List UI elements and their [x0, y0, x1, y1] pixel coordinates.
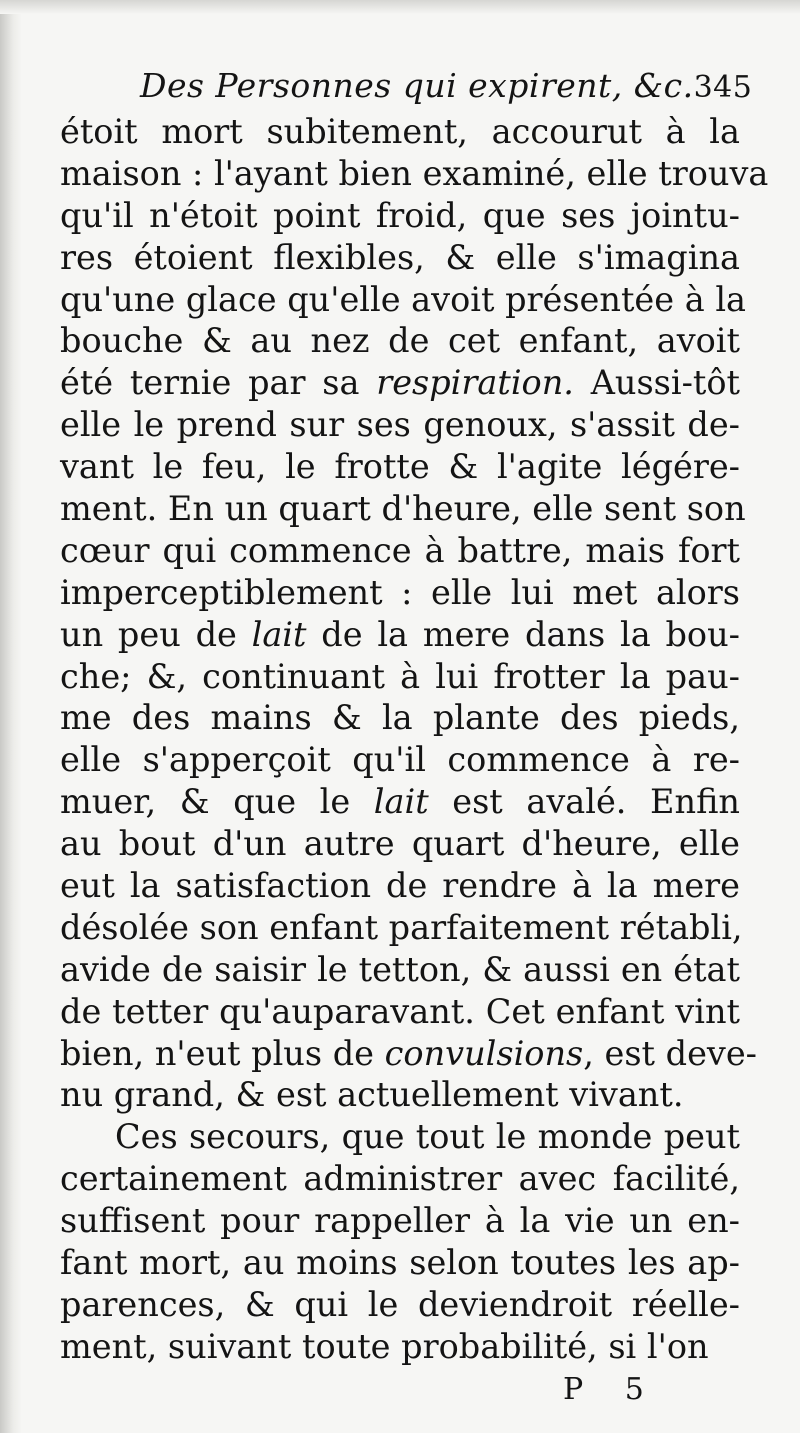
page-gutter-shadow: [0, 0, 22, 1433]
text-line: [60, 697, 740, 739]
text-line: [60, 237, 740, 279]
text-run: ment, suivant toute probabilité, si l'on: [60, 1326, 709, 1366]
text-line: [60, 572, 740, 614]
text-line: [60, 1158, 740, 1200]
text-line: [60, 823, 740, 865]
text-run: Ces secours, que tout le monde peut: [115, 1117, 740, 1157]
text-line: [60, 111, 740, 153]
text-line: [60, 1074, 740, 1116]
text-run: maison : l'ayant bien examiné, elle trouva: [60, 153, 769, 193]
text-line: [60, 739, 740, 781]
text-run: nu grand, & est actuellement vivant.: [60, 1075, 684, 1115]
text-run: bien, n'eut plus de: [60, 1033, 385, 1073]
text-line: [60, 991, 740, 1033]
text-run: Aussi-tôt: [573, 363, 740, 403]
text-line: [60, 1284, 740, 1326]
body-text: [60, 111, 769, 1368]
page-top-shadow: [0, 0, 800, 14]
running-title: Des Personnes qui expirent, &c.: [140, 66, 694, 105]
text-line: [60, 614, 740, 656]
text-line: [60, 153, 769, 195]
text-run: qu'il n'étoit point froid, que ses jointu-: [60, 195, 740, 235]
text-run: me des mains & la plante des pieds,: [60, 698, 740, 738]
text-run: muer, & que le: [60, 782, 374, 822]
text-line: [60, 1326, 740, 1368]
italic-term: convulsions: [384, 1033, 584, 1073]
text-run: été ternie par sa: [60, 363, 377, 403]
text-run: qu'une glace qu'elle avoit présentée à la: [60, 279, 747, 319]
text-run: ment. En un quart d'heure, elle sent son: [60, 489, 746, 529]
text-line: [60, 1033, 757, 1075]
text-line: [60, 362, 740, 404]
signature-mark: P 5: [563, 1372, 660, 1407]
text-line: [60, 404, 740, 446]
text-run: , est deve-: [583, 1033, 757, 1073]
text-run: vant le feu, le frotte & l'agite légére-: [60, 447, 740, 487]
text-line: [60, 865, 740, 907]
text-run: suffisent pour rappeller à la vie un en-: [60, 1201, 740, 1241]
text-line: [60, 907, 743, 949]
text-run: parences, & qui le deviendroit réelle-: [60, 1284, 740, 1324]
text-run: bouche & au nez de cet enfant, avoit: [60, 321, 740, 361]
text-run: certainement administrer avec facilité,: [60, 1159, 740, 1199]
text-line: [60, 1242, 740, 1284]
italic-term: respiration.: [376, 363, 574, 403]
text-run: fant mort, au moins selon toutes les ap-: [60, 1243, 740, 1283]
text-run: imperceptiblement : elle lui met alors: [60, 572, 740, 612]
italic-term: lait: [251, 614, 307, 654]
text-run: eut la satisfaction de rendre à la mere: [60, 866, 740, 906]
text-line: [60, 949, 740, 991]
page-number: 345: [693, 70, 753, 105]
text-run: elle le prend sur ses genoux, s'assit de-: [60, 405, 740, 445]
text-run: de la mere dans la bou-: [306, 614, 740, 654]
italic-term: lait: [373, 782, 429, 822]
text-line: [60, 488, 746, 530]
text-run: est avalé. Enfin: [428, 782, 740, 822]
text-run: elle s'apperçoit qu'il commence à re-: [60, 740, 740, 780]
text-run: cœur qui commence à battre, mais fort: [60, 530, 740, 570]
text-line: [60, 279, 747, 321]
text-line: [60, 1200, 740, 1242]
text-run: de tetter qu'auparavant. Cet enfant vint: [60, 991, 740, 1031]
text-run: che; &, continuant à lui frotter la pau-: [60, 656, 740, 696]
text-line: [60, 656, 740, 698]
text-run: res étoient flexibles, & elle s'imagina: [60, 237, 740, 277]
text-run: désolée son enfant parfaitement rétabli,: [60, 907, 743, 947]
text-line: [60, 530, 740, 572]
text-line: [60, 781, 740, 823]
text-run: avide de saisir le tetton, & aussi en état: [60, 949, 740, 989]
text-line: [60, 320, 740, 362]
text-run: étoit mort subitement, accourut à la: [60, 112, 740, 151]
text-run: un peu de: [60, 614, 252, 654]
running-header: [140, 66, 753, 105]
text-run: au bout d'un autre quart d'heure, elle: [60, 824, 740, 864]
text-line: [60, 195, 740, 237]
text-line: [60, 446, 740, 488]
text-line: [60, 1116, 740, 1158]
